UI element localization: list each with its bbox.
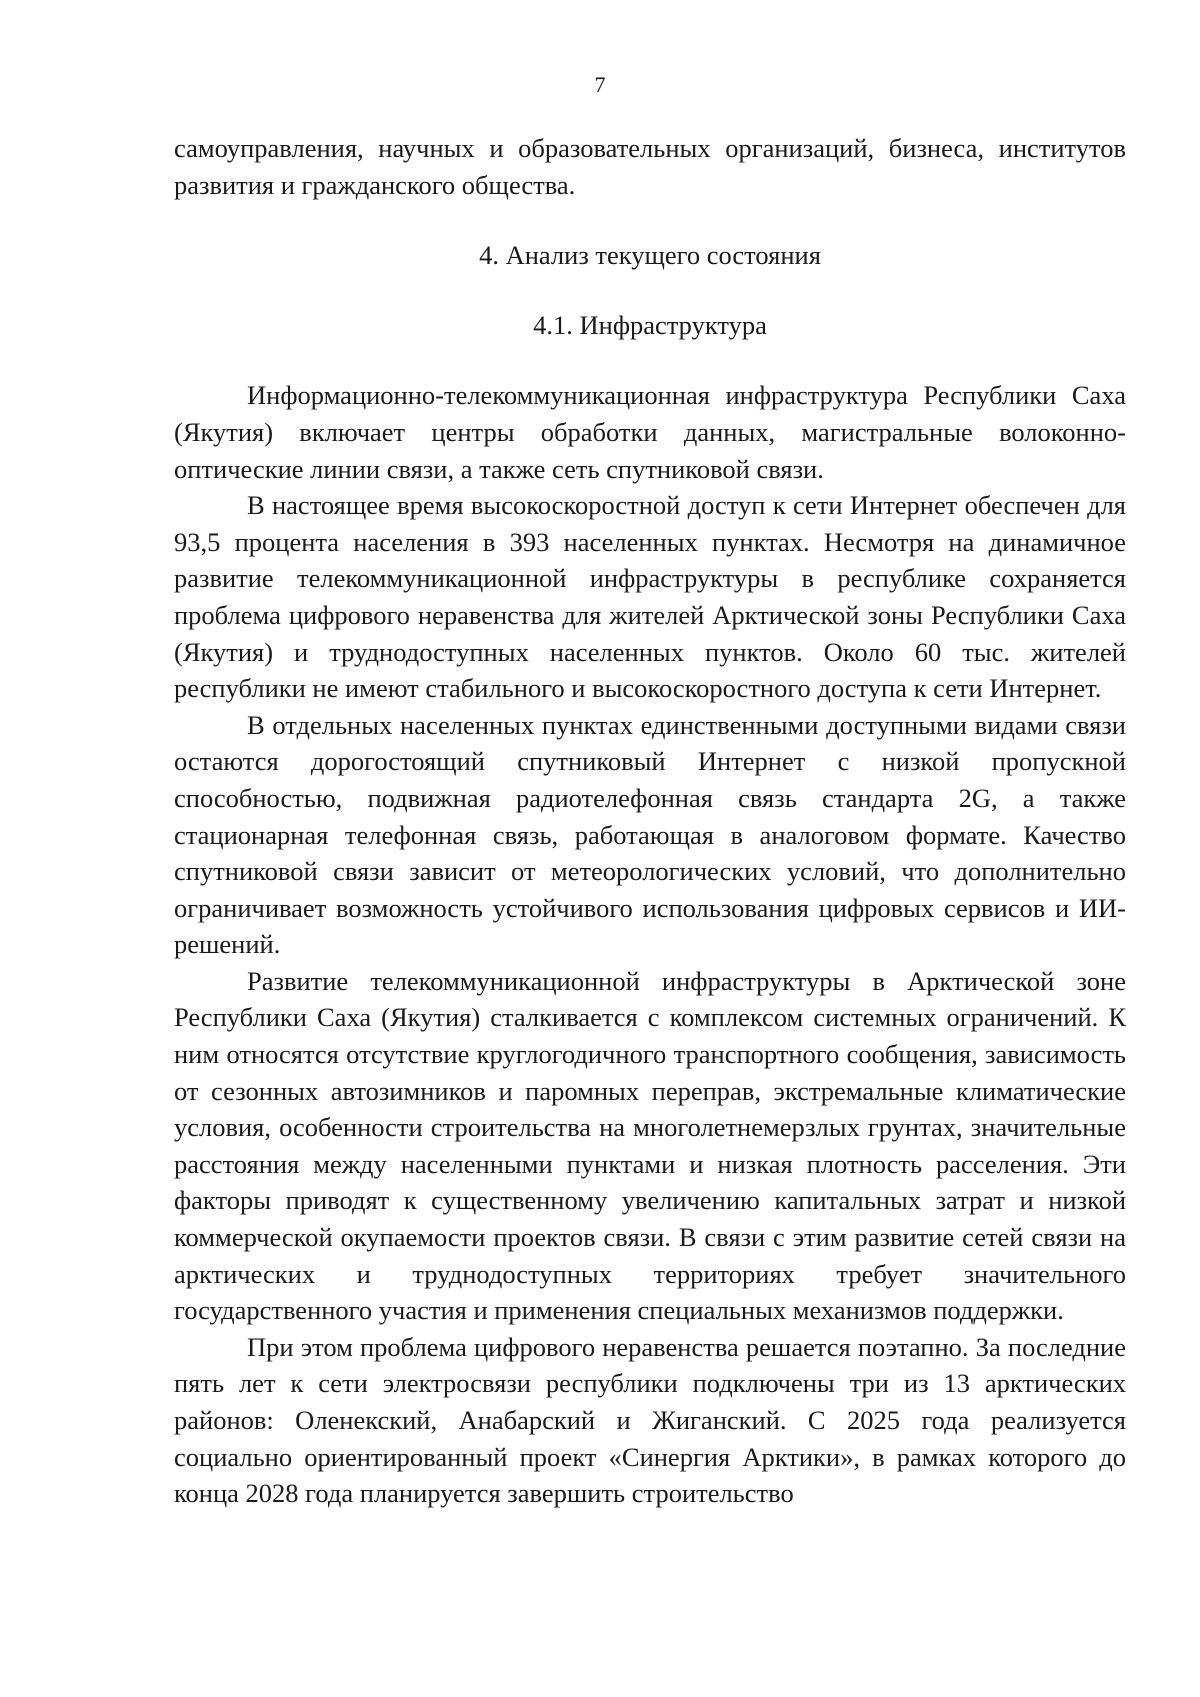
subsection-heading: 4.1. Инфраструктура <box>533 309 767 340</box>
section-heading: 4. Анализ текущего состояния <box>479 240 821 271</box>
intro-paragraph: самоуправления, научных и образовательных организаций, бизнеса, институтов развития и гражданского общества. <box>174 133 1126 200</box>
paragraph-infrastructure: Информационно-телекоммуникационная инфраструктура Республики Саха (Якутия) включает центры обработки данных, магистральные волоконно-оптические линии связи, а также сеть спутниковой связи. <box>174 380 1126 484</box>
paragraph-digital-inequality: При этом проблема цифрового неравенства решается поэтапно. За последние пять лет к сети электросвязи республики подключены три из 13 арктических районов: Оленекский, Анабарский и Жиганский. С 2025 года реализуется социально ориентированный проект «Синергия Арктики», в рамках которого до конца 2028 года планируется завершить строительство <box>174 1331 1126 1509</box>
paragraph-communication-types: В отдельных населенных пунктах единственными доступными видами связи остаются дорогостоящий спутниковый Интернет с низкой пропускной способностью, подвижная радиотелефонная связь стандарта 2G, а также стационарная телефонная связь, работающая в аналоговом формате. Качество спутниковой связи зависит от метеорологических условий, что дополнительно ограничивает возможность устойчивого использования цифровых сервисов и ИИ-решений. <box>174 709 1126 960</box>
paragraph-internet-access: В настоящее время высокоскоростной доступ к сети Интернет обеспечен для 93,5 процента населения в 393 населенных пунктах. Несмотря на динамичное развитие телекоммуникационной инфраструктуры в республике сохраняется проблема цифрового неравенства для жителей Арктической зоны Республики Саха (Якутия) и труднодоступных населенных пунктов. Около 60 тыс. жителей республики не имеют стабильного и высокоскоростного доступа к сети Интернет. <box>174 490 1126 704</box>
page-content <box>174 130 1126 1512</box>
page-number: 7 <box>594 72 606 97</box>
paragraph-arctic-limitations: Развитие телекоммуникационной инфраструктуры в Арктической зоне Республики Саха (Якутия) сталкивается с комплексом системных ограничений. К ним относятся отсутствие круглогодичного транспортного сообщения, зависимость от сезонных автозимников и паромных переправ, экстремальные климатические условия, особенности строительства на многолетнемерзлых грунтах, значительные расстояния между населенными пунктами и низкая плотность расселения. Эти факторы приводят к существенному увеличению капитальных затрат и низкой коммерческой окупаемости проектов связи. В связи с этим развитие сетей связи на арктических и труднодоступных территориях требует значительного государственного участия и применения специальных механизмов поддержки. <box>174 965 1126 1326</box>
